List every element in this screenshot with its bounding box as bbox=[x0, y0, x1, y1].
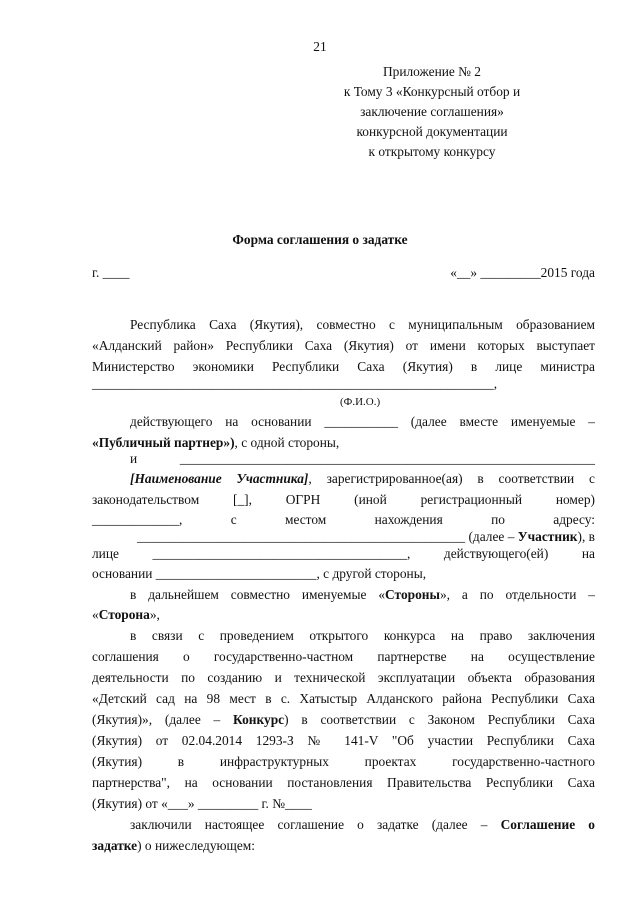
body-line: (Якутия) от 02.04.2014 1293-З № 141-V "Об участии Республики Саха bbox=[92, 733, 595, 748]
body-line: партнерства", на основании постановления Правительства Республики Саха bbox=[92, 775, 595, 790]
body-line: «Детский сад на 98 мест в с. Хатыстыр Алданского района Республики Саха bbox=[92, 691, 595, 706]
body-text: _________________________________________________ (далее – bbox=[137, 529, 518, 544]
fio-caption: (Ф.И.О.) bbox=[340, 396, 381, 408]
appendix-line: к открытому конкурсу bbox=[368, 144, 496, 159]
appendix-line: заключение соглашения» bbox=[360, 104, 504, 119]
body-line: ____________________________________________________________, bbox=[92, 376, 498, 391]
body-text: « bbox=[92, 607, 99, 622]
body-line: деятельности по созданию и технической эксплуатации объекта образования bbox=[92, 670, 595, 685]
body-line: Республика Саха (Якутия), совместно с муниципальным образованием bbox=[130, 317, 595, 332]
body-line bbox=[92, 435, 339, 451]
body-text: ) в соответствии с Законом Республики Саха bbox=[284, 712, 595, 727]
place-field: г. ____ bbox=[92, 265, 130, 280]
body-line bbox=[130, 471, 595, 487]
body-text: (Якутия)», (далее – bbox=[92, 712, 234, 727]
date-field: «__» _________2015 года bbox=[450, 265, 595, 280]
body-line bbox=[130, 817, 595, 833]
body-text: ), в bbox=[577, 529, 595, 544]
body-line: соглашения о государственно-частном партнерстве на осуществление bbox=[92, 649, 595, 664]
body-line: действующего на основании ___________ (далее вместе именуемые – bbox=[130, 414, 595, 429]
body-line: лице ______________________________________, действующего(ей) на bbox=[92, 546, 595, 561]
body-text: , с одной стороны, bbox=[234, 435, 340, 450]
body-line: _____________, с местом нахождения по адресу: bbox=[92, 512, 595, 527]
body-text: заключили настоящее соглашение о задатке (далее – bbox=[130, 817, 501, 832]
appendix-line: конкурсной документации bbox=[356, 124, 508, 139]
party-term: Сторона bbox=[98, 607, 150, 622]
participant-name-placeholder: [Наименование Участника] bbox=[130, 471, 309, 486]
body-line bbox=[92, 712, 595, 728]
appendix-line: к Тому 3 «Конкурсный отбор и bbox=[343, 84, 521, 99]
body-text: », bbox=[149, 607, 160, 622]
body-line bbox=[92, 607, 160, 623]
appendix-header bbox=[302, 62, 562, 162]
body-text: в дальнейшем совместно именуемые « bbox=[130, 587, 386, 602]
body-line bbox=[130, 587, 595, 603]
deposit-term: задатке bbox=[92, 838, 138, 853]
body-line: (Якутия) в инфраструктурных проектах государственно-частного bbox=[92, 754, 595, 769]
body-line: в связи с проведением открытого конкурса на право заключения bbox=[130, 628, 595, 643]
body-line: и ______________________________________________________________ bbox=[130, 451, 595, 466]
document-title: Форма соглашения о задатке bbox=[232, 232, 408, 247]
agreement-term: Соглашение о bbox=[500, 817, 595, 832]
body-text: , зарегистрированное(ая) в соответствии с bbox=[308, 471, 595, 486]
body-line: «Алданский район» Республики Саха (Якутия) от имени которых выступает bbox=[92, 338, 595, 353]
body-line: Министерство экономики Республики Саха (Якутия) в лице министра bbox=[92, 359, 595, 374]
body-line bbox=[137, 529, 595, 545]
body-text: ) о нижеследующем: bbox=[137, 838, 255, 853]
body-line: законодательством [_], ОГРН (иной регистрационный номер) bbox=[92, 492, 595, 507]
page-number: 21 bbox=[313, 39, 327, 54]
body-line: (Якутия) от «___» _________ г. №____ bbox=[92, 796, 312, 811]
body-text: », а по отдельности – bbox=[439, 587, 595, 602]
competition-term: Конкурс bbox=[233, 712, 285, 727]
body-line bbox=[92, 838, 255, 854]
appendix-line: Приложение № 2 bbox=[382, 64, 482, 79]
participant-term: Участник bbox=[517, 529, 578, 544]
body-line: основании ________________________, с другой стороны, bbox=[92, 566, 427, 581]
parties-term: Стороны bbox=[385, 587, 440, 602]
public-partner-term: «Публичный партнер») bbox=[92, 435, 235, 450]
